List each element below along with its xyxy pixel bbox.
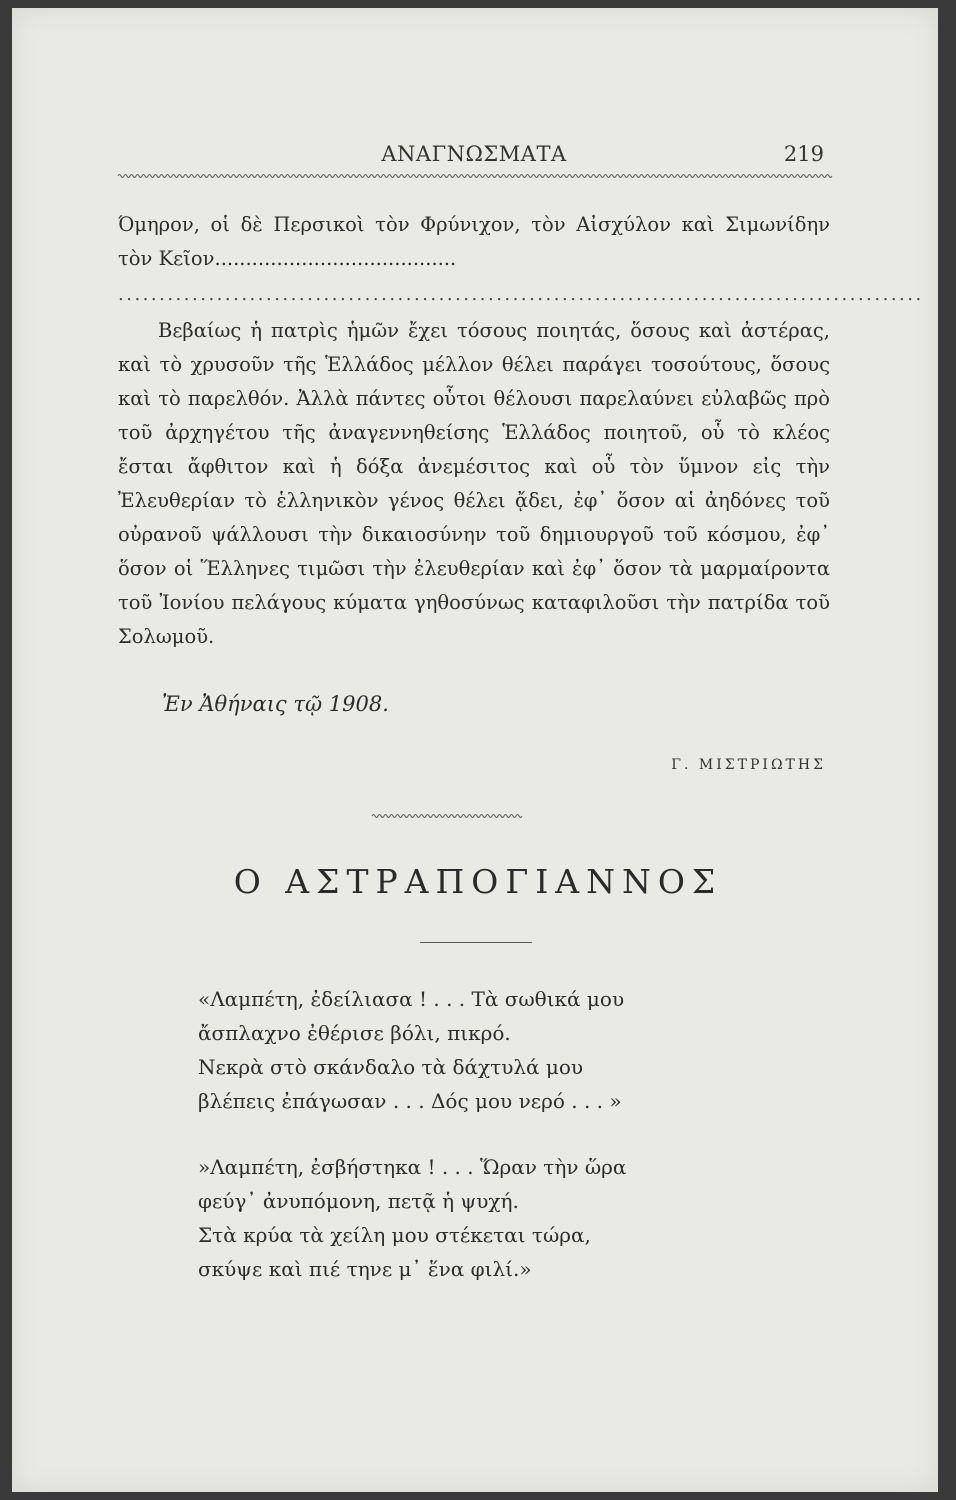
ellipsis-line: .................................................................................................. <box>118 284 924 305</box>
poem-line: »Λαμπέτη, ἐσβήστηκα ! . . . Ὥραν τὴν ὥρα <box>198 1155 627 1179</box>
dateline: Ἐν Ἀθήναις τῷ 1908. <box>162 692 389 716</box>
header-title: ΑΝΑΓΝΩΣΜΑΤΑ <box>381 142 567 166</box>
running-header <box>118 140 830 170</box>
poem-stanza-1 <box>198 982 758 1118</box>
section-wavy-rule <box>372 812 522 820</box>
author-signature: Γ. ΜΙΣΤΡΙΩΤΗΣ <box>671 757 826 773</box>
poem-line: «Λαμπέτη, ἐδείλιασα ! . . . Τὰ σωθικά μου <box>198 987 625 1011</box>
poem-line: βλέπεις ἐπάγωσαν . . . Δός μου νερό . . . » <box>198 1089 622 1113</box>
poem-line: Νεκρὰ στὸ σκάνδαλο τὰ δάχτυλά μου <box>198 1055 584 1079</box>
poem-line: σκύψε καὶ πιέ τηνε μ᾽ ἕνα φιλί.» <box>198 1257 532 1281</box>
poem-stanza-2 <box>198 1150 758 1286</box>
paragraph-continuation: Όμηρον, οἱ δὲ Περσικοὶ τὸν Φρύνιχον, τὸν Αἰσχύλον καὶ Σιμωνίδην τὸν Κεῖον....................................... <box>118 213 830 270</box>
header-wavy-rule <box>118 172 830 180</box>
paragraph-main: Βεβαίως ἡ πατρὶς ἡμῶν ἔχει τόσους ποιητάς, ὅσους καὶ ἀστέρας, καὶ τὸ χρυσοῦν τῆς Ἑλλάδος μέλλον θέλει παράγει τοσούτους, ὅσους καὶ τὸ παρελθόν. Ἀλλὰ πάντες οὗτοι θέλουσι παρελαύνει εὐλαβῶς πρὸ τοῦ ἀρχηγέτου τῆς ἀναγεννηθείσης Ἑλλάδος ποιητοῦ, οὗ τὸ κλέος ἔσται ἄφθιτον καὶ ἡ δόξα ἀνεμέσιτος καὶ οὗ τὸν ὕμνον εἰς τὴν Ἐλευθερίαν τὸ ἑλληνικὸν γένος θέλει ᾄδει, ἐφ᾽ ὅσον αἱ ἀηδόνες τοῦ οὐρανοῦ ψάλλουσι τὴν δικαιοσύνην τοῦ δημιουργοῦ τοῦ κόσμου, ἐφ᾽ ὅσον οἱ Ἕλληνες τιμῶσι τὴν ἐλευθερίαν καὶ ἐφ᾽ ὅσον τὰ μαρμαίροντα τοῦ Ἰονίου πελάγους κύματα γηθοσύνως καταφιλοῦσι τὴν πατρίδα τοῦ Σολωμοῦ. <box>118 319 830 648</box>
poem-line: φεύγ᾽ ἀνυπόμονη, πετᾷ ἡ ψυχή. <box>198 1189 519 1213</box>
title-rule <box>420 942 532 943</box>
page-number: 219 <box>783 142 824 166</box>
poem-title: Ο ΑΣΤΡΑΠΟΓΙΑΝΝΟΣ <box>233 862 723 901</box>
poem-line: ἄσπλαχνο ἐθέρισε βόλι, πικρό. <box>198 1021 511 1045</box>
poem-line: Στὰ κρύα τὰ χείλη μου στέκεται τώρα, <box>198 1223 591 1247</box>
